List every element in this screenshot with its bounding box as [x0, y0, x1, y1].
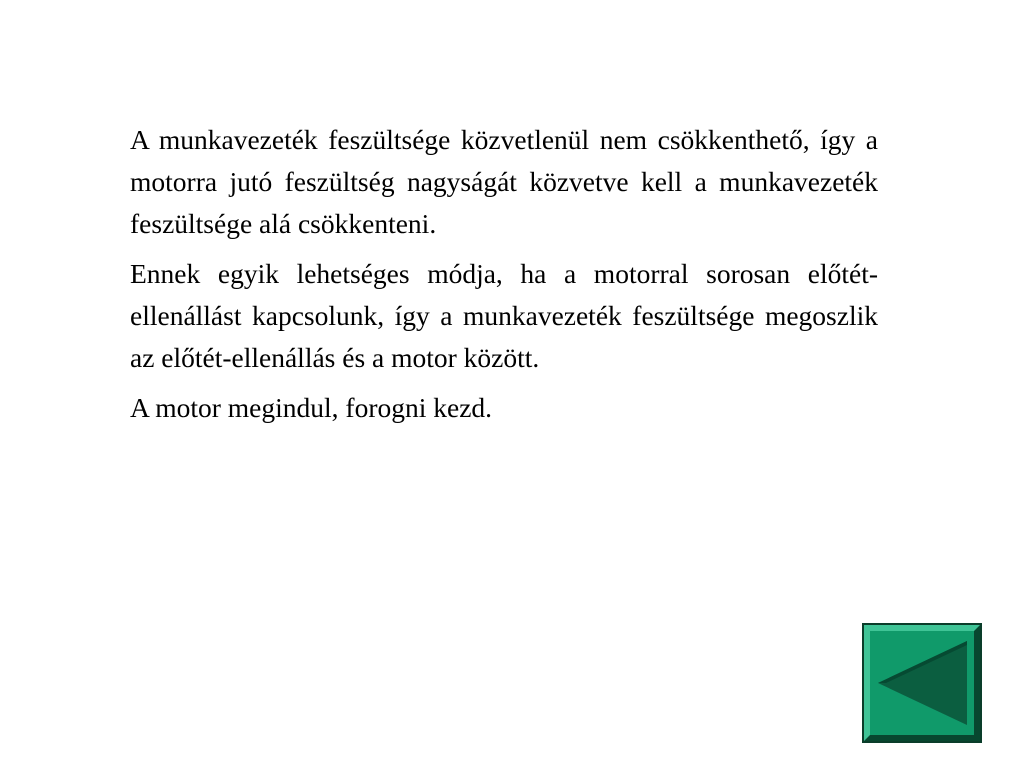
paragraph-2: Ennek egyik lehetséges módja, ha a motorral sorosan előtét-ellenállást kapcsolunk, így a munkavezeték feszültsége megoszlik az előtét-ellenállás és a motor között.	[130, 258, 878, 373]
paragraph-3: A motor megindul, forogni kezd.	[130, 392, 493, 423]
back-button[interactable]	[862, 623, 982, 743]
triangle-left-icon	[862, 623, 982, 743]
slide-text-body	[130, 119, 878, 437]
paragraph-1: A munkavezeték feszültsége közvetlenül nem csökkenthető, így a motorra jutó feszültség nagyságát közvetve kell a munkavezeték feszültsége alá csökkenteni.	[130, 124, 878, 239]
